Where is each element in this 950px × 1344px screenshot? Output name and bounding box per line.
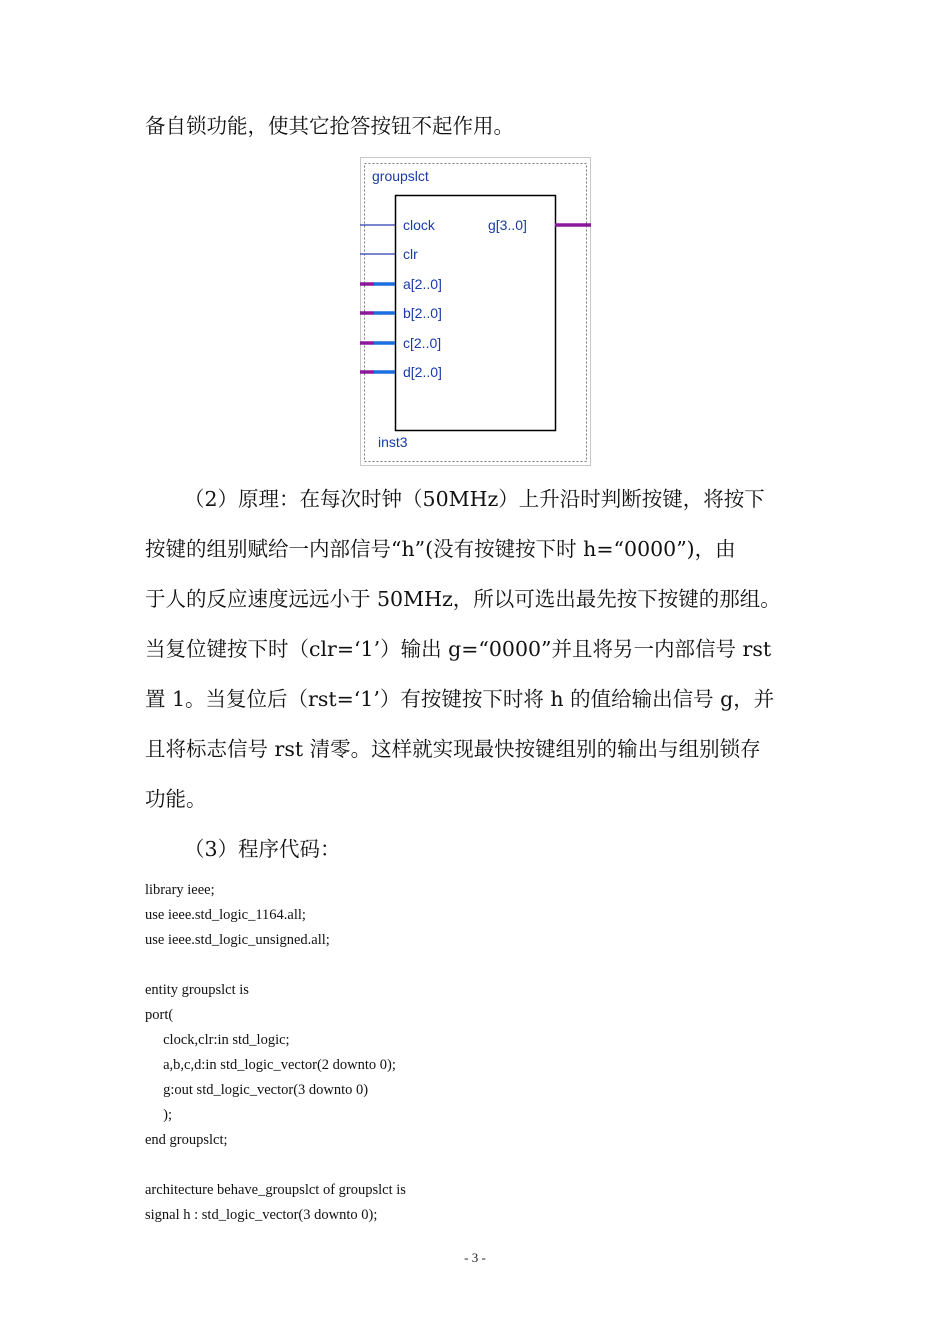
paragraph-text: 且将标志信号 rst 清零。这样就实现最快按键组别的输出与组别锁存 (145, 737, 761, 761)
code-line: entity groupslct is (145, 982, 249, 998)
paragraph-text: 功能。 (145, 787, 207, 811)
code-line: architecture behave_groupslct of groupslct is (145, 1182, 406, 1198)
code-line: end groupslct; (145, 1132, 228, 1148)
code-line: g:out std_logic_vector(3 downto 0) (145, 1082, 369, 1098)
port-clock: clock (403, 217, 435, 233)
port-c: c[2..0] (403, 335, 442, 351)
section-heading: （3）程序代码： (184, 837, 341, 861)
page-number: - 3 - (464, 1250, 486, 1265)
block-title: groupslct (372, 168, 429, 184)
instance-label: inst3 (378, 434, 408, 450)
port-clr: clr (403, 246, 418, 262)
paragraph-text: 置 1。当复位后（rst=‘1’）有按键按下时将 h 的值给输出信号 g，并 (145, 687, 775, 711)
paragraph-text: 当复位键按下时（clr=‘1’）输出 g=“0000”并且将另一内部信号 rst (145, 637, 772, 661)
code-line: use ieee.std_logic_unsigned.all; (145, 932, 330, 948)
block-symbol-figure (360, 157, 591, 466)
code-line: library ieee; (145, 882, 215, 898)
code-line: use ieee.std_logic_1164.all; (145, 907, 306, 923)
port-d: d[2..0] (403, 364, 442, 380)
port-a: a[2..0] (403, 276, 442, 292)
paragraph-text: 按键的组别赋给一内部信号“h”(没有按键按下时 h=“0000”)，由 (145, 537, 736, 561)
code-line: ); (145, 1107, 172, 1123)
paragraph-text: （2）原理：在每次时钟（50MHz）上升沿时判断按键，将按下 (184, 487, 765, 511)
port-b: b[2..0] (403, 305, 442, 321)
paragraph-text: 于人的反应速度远远小于 50MHz，所以可选出最先按下按键的那组。 (145, 587, 781, 611)
code-line: a,b,c,d:in std_logic_vector(2 downto 0); (145, 1057, 396, 1073)
paragraph-text: 备自锁功能，使其它抢答按钮不起作用。 (145, 114, 514, 138)
code-line: port( (145, 1007, 174, 1023)
port-g: g[3..0] (488, 217, 527, 233)
code-line: clock,clr:in std_logic; (145, 1032, 290, 1048)
code-line: signal h : std_logic_vector(3 downto 0); (145, 1207, 378, 1223)
